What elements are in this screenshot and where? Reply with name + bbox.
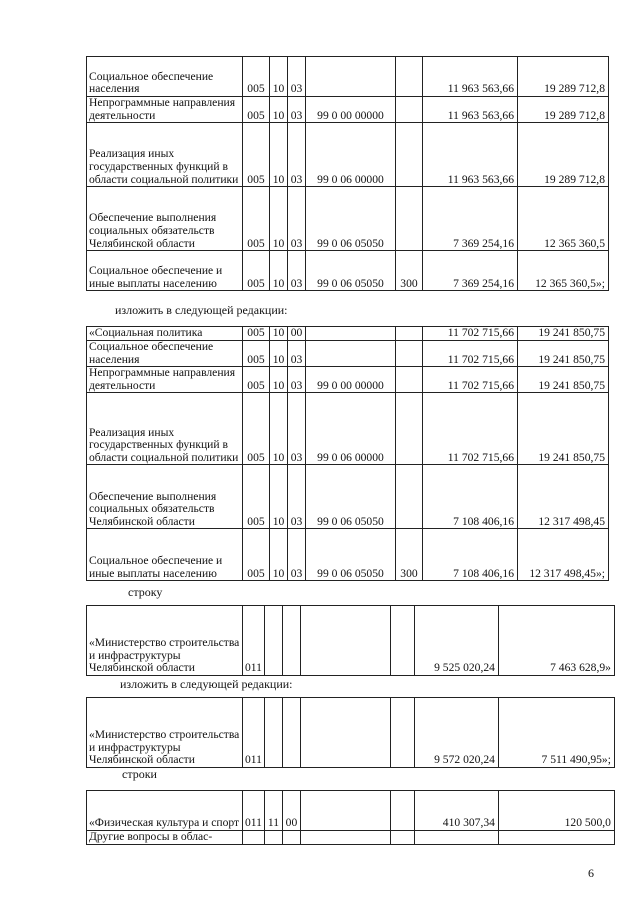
cell-v2: 120 500,0 — [498, 791, 614, 831]
cell-v2: 19 289 712,8 — [518, 57, 609, 97]
cell-rz: 10 — [270, 327, 288, 341]
cell-vr: 300 — [396, 251, 423, 291]
cell-v2: 19 241 850,75 — [518, 327, 609, 341]
table-row — [87, 698, 615, 768]
cell-vr: 300 — [396, 529, 423, 581]
cell-name: «Физическая культура и спорт — [87, 791, 243, 831]
table-row — [87, 123, 609, 187]
cell-rz: 10 — [270, 187, 288, 251]
cell-name: Реализация иных государственных функций в области социальной политики — [87, 393, 243, 465]
cell-vr — [396, 97, 423, 123]
cell-vr — [390, 606, 414, 676]
cell-v1: 11 702 715,66 — [423, 367, 518, 393]
cell-csr: 99 0 06 05050 — [306, 529, 396, 581]
cell-csr — [300, 831, 390, 845]
cell-name: Непрограммные направления деятельности — [87, 367, 243, 393]
cell-pr: 03 — [288, 187, 306, 251]
cell-v1 — [414, 831, 498, 845]
cell-name: Социальное обеспечение населения — [87, 57, 243, 97]
table-row — [87, 327, 609, 341]
cell-vr — [390, 831, 414, 845]
cell-v1: 11 702 715,66 — [423, 341, 518, 367]
caption-new-edition-1: изложить в следующей редакции: — [115, 303, 288, 317]
cell-ved: 005 — [243, 327, 270, 341]
cell-rz: 11 — [264, 791, 282, 831]
cell-csr — [300, 606, 390, 676]
cell-pr: 03 — [288, 393, 306, 465]
cell-vr — [396, 341, 423, 367]
budget-table-new-ministry — [86, 697, 615, 768]
cell-pr: 03 — [288, 465, 306, 529]
table-row — [87, 831, 615, 845]
cell-rz: 10 — [270, 123, 288, 187]
table-row — [87, 791, 615, 831]
table-row — [87, 367, 609, 393]
cell-v1: 9 525 020,24 — [414, 606, 498, 676]
cell-vr — [390, 791, 414, 831]
cell-pr: 03 — [288, 367, 306, 393]
cell-v2: 12 317 498,45»; — [518, 529, 609, 581]
cell-ved: 005 — [243, 187, 270, 251]
cell-ved: 005 — [243, 367, 270, 393]
cell-csr — [300, 698, 390, 768]
cell-rz: 10 — [270, 465, 288, 529]
cell-name: «Министерство строительства и инфраструктуры Челябинской области — [87, 698, 243, 768]
table-row — [87, 393, 609, 465]
cell-ved: 005 — [243, 465, 270, 529]
cell-pr: 03 — [288, 97, 306, 123]
cell-vr — [396, 367, 423, 393]
cell-csr: 99 0 06 05050 — [306, 465, 396, 529]
cell-name: Социальное обеспечение населения — [87, 341, 243, 367]
cell-vr — [396, 393, 423, 465]
cell-vr — [390, 698, 414, 768]
cell-csr: 99 0 06 05050 — [306, 251, 396, 291]
budget-table-sport — [86, 790, 615, 845]
cell-pr: 00 — [282, 791, 300, 831]
cell-vr — [396, 327, 423, 341]
cell-rz: 10 — [270, 367, 288, 393]
caption-row: строку — [128, 585, 163, 599]
cell-csr — [300, 791, 390, 831]
cell-v2: 7 511 490,95»; — [498, 698, 614, 768]
table-row — [87, 97, 609, 123]
cell-v1: 410 307,34 — [414, 791, 498, 831]
cell-ved: 005 — [243, 57, 270, 97]
cell-vr — [396, 57, 423, 97]
cell-v2: 12 365 360,5»; — [518, 251, 609, 291]
cell-v2: 19 241 850,75 — [518, 393, 609, 465]
cell-v1: 11 702 715,66 — [423, 393, 518, 465]
cell-ved — [243, 831, 265, 845]
cell-rz: 10 — [270, 393, 288, 465]
cell-v2: 19 241 850,75 — [518, 341, 609, 367]
cell-name: «Социальная политика — [87, 327, 243, 341]
cell-rz: 10 — [270, 341, 288, 367]
cell-rz — [264, 606, 282, 676]
cell-v1: 11 702 715,66 — [423, 327, 518, 341]
cell-csr: 99 0 06 00000 — [306, 393, 396, 465]
cell-v1: 7 369 254,16 — [423, 251, 518, 291]
cell-pr: 00 — [288, 327, 306, 341]
cell-rz — [264, 698, 282, 768]
cell-name: Обеспечение выполнения социальных обязательств Челябинской области — [87, 187, 243, 251]
cell-csr: 99 0 00 00000 — [306, 367, 396, 393]
cell-rz: 10 — [270, 97, 288, 123]
cell-ved: 005 — [243, 123, 270, 187]
cell-name: Непрограммные направления деятельности — [87, 97, 243, 123]
cell-ved: 011 — [243, 791, 265, 831]
caption-rows: строки — [122, 767, 157, 781]
cell-csr — [306, 57, 396, 97]
table-row — [87, 57, 609, 97]
cell-ved: 005 — [243, 529, 270, 581]
cell-v1: 9 572 020,24 — [414, 698, 498, 768]
cell-ved: 011 — [243, 606, 265, 676]
page-number: 6 — [588, 866, 594, 880]
cell-pr: 03 — [288, 529, 306, 581]
cell-v1: 11 963 563,66 — [423, 123, 518, 187]
cell-vr — [396, 465, 423, 529]
cell-v1: 11 963 563,66 — [423, 97, 518, 123]
table-row — [87, 606, 615, 676]
table-row — [87, 341, 609, 367]
cell-rz — [264, 831, 282, 845]
cell-v1: 7 108 406,16 — [423, 529, 518, 581]
cell-name: Реализация иных государственных функций в области социальной политики — [87, 123, 243, 187]
cell-v2: 19 289 712,8 — [518, 97, 609, 123]
table-row — [87, 187, 609, 251]
cell-name: Социальное обеспечение и иные выплаты населению — [87, 251, 243, 291]
cell-name: Социальное обеспечение и иные выплаты населению — [87, 529, 243, 581]
table-row — [87, 529, 609, 581]
cell-name: Другие вопросы в облас- — [87, 831, 243, 845]
cell-ved: 005 — [243, 341, 270, 367]
cell-rz: 10 — [270, 251, 288, 291]
cell-name: «Министерство строительства и инфраструктуры Челябинской области — [87, 606, 243, 676]
cell-pr — [282, 698, 300, 768]
cell-csr — [306, 341, 396, 367]
cell-vr — [396, 123, 423, 187]
cell-csr: 99 0 00 00000 — [306, 97, 396, 123]
budget-table-new-social — [86, 326, 609, 581]
cell-ved: 005 — [243, 97, 270, 123]
cell-ved: 005 — [243, 251, 270, 291]
cell-pr: 03 — [288, 251, 306, 291]
cell-csr: 99 0 06 05050 — [306, 187, 396, 251]
cell-v1: 11 963 563,66 — [423, 57, 518, 97]
table-row — [87, 465, 609, 529]
cell-pr — [282, 606, 300, 676]
cell-name: Обеспечение выполнения социальных обязательств Челябинской области — [87, 465, 243, 529]
cell-csr — [306, 327, 396, 341]
cell-pr — [282, 831, 300, 845]
cell-rz: 10 — [270, 529, 288, 581]
cell-vr — [396, 187, 423, 251]
cell-v2: 19 241 850,75 — [518, 367, 609, 393]
caption-new-edition-2: изложить в следующей редакции: — [120, 677, 293, 691]
table-row — [87, 251, 609, 291]
cell-rz: 10 — [270, 57, 288, 97]
cell-csr: 99 0 06 00000 — [306, 123, 396, 187]
cell-pr: 03 — [288, 341, 306, 367]
cell-ved: 005 — [243, 393, 270, 465]
budget-table-old-social — [86, 56, 609, 291]
cell-v2: 7 463 628,9» — [498, 606, 614, 676]
budget-table-old-ministry — [86, 605, 615, 676]
cell-ved: 011 — [243, 698, 265, 768]
cell-pr: 03 — [288, 57, 306, 97]
cell-pr: 03 — [288, 123, 306, 187]
cell-v2: 12 317 498,45 — [518, 465, 609, 529]
cell-v2 — [498, 831, 614, 845]
cell-v2: 19 289 712,8 — [518, 123, 609, 187]
cell-v2: 12 365 360,5 — [518, 187, 609, 251]
cell-v1: 7 369 254,16 — [423, 187, 518, 251]
cell-v1: 7 108 406,16 — [423, 465, 518, 529]
